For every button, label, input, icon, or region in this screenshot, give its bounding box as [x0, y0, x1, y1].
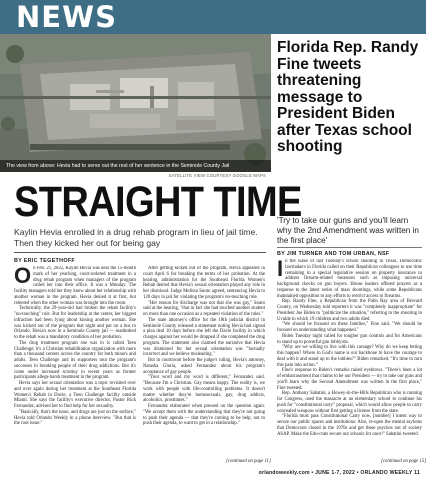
main-deck: Kaylin Hevia enrolled in a drug rehab program in lieu of jail time. Then they kicked her out for being gay: [14, 227, 258, 248]
sidebar-divider: [277, 247, 422, 248]
footer-text: orlandoweekly.com • JUNE 1-7, 2022 • ORLANDO WEEKLY 11: [258, 470, 420, 476]
page-footer: [0, 468, 426, 480]
main-paragraph: Technically, the 29-year-old had broken the rehab facility's "no-touching" rule. But for leadership at the center, her biggest infraction had been lying about kissing another woman. She was kicked out of the program that night and put on a bus to Orlando. Hevia's now in a Seminole County jail — readmitted to the rehab was a mandatory condition of her probation.: [14, 306, 136, 340]
main-divider: [14, 252, 266, 253]
photo-caption: The view from above: Hevia had to serve out the rest of her sentence in the Seminole County Jail: [0, 160, 271, 172]
main-paragraph: Fernandez elaborated when pressed on the question again. "We accept them with the understanding that they're not going to push their agenda — that they're coming to be help, not to push their agenda, to want to get in a relationship.": [143, 404, 265, 427]
sidebar-body: [277, 259, 422, 457]
sidebar-continued: [continued on page 15]: [381, 459, 426, 464]
main-continued: [continued on page 11]: [226, 459, 271, 464]
main-headline: STRAIGHT TIME: [14, 178, 302, 226]
main-paragraph: "Her reason for discharge was not that she was gay," Souto said at the hearing, "that in fact she had touched another student on more than one occasion as a repeated violation of the rules.": [143, 300, 265, 317]
sidebar-paragraph: "We should be focused on these families," Fine said. "We should be focused on understanding what happened.": [277, 322, 422, 333]
main-byline: BY ERIC TEGETHOFF: [14, 258, 76, 264]
sidebar-byline: BY JIM TURNER AND TOM URBAN, NSF: [277, 251, 390, 257]
main-paragraph: But in courtroom before the judge's ruling, Hevia's attorney, Natasha Gloria, asked Fernandez about his program's acceptance of gay people.: [143, 358, 265, 375]
sidebar-paragraph: Biden Tuesday night called for tougher gun controls and for Americans to stand up to powerful gun lobbyists.: [277, 333, 422, 345]
main-paragraph: After getting kicked out of the program, Hevia appeared in court April 6 for breaking the terms of her probation. At the hearing, administration for the Southeast Florida Women's Rehab denied that Hevia's sexual orientation played any role in her dismissal. Judge Melissa Souto agreed, sentencing Hevia to 120 days in jail for violating the program's no-touching rule.: [143, 266, 265, 300]
sidebar-paragraph: n the wake of last Tuesday's school shooting in Texas, Democratic lawmakers in Florida called on their Republican colleagues to use time remaining in a special legislative session on property insurance to address firearm-related measures such as imposing universal background checks on gun buyers. House leaders offered prayers as a response to the latest series of mass shootings, while some Republicans maintained opposition to any efforts to restrict access to firearms.: [277, 259, 422, 299]
sidebar-deck: 'Try to take our guns and you'll learn why the 2nd Amendment was written in the first place': [277, 216, 419, 245]
sidebar-paragraph: "Why are we willing to live with this carnage? Why do we keep letting this happen? Where in God's name is our backbone to have the courage to deal with it and stand up to the lobbies?" Biden remarked. "It's time to turn this pain into action.": [277, 345, 422, 368]
satellite-image: [0, 34, 271, 172]
main-body-column-2: [143, 266, 265, 452]
section-banner: [0, 0, 426, 34]
main-paragraph: The state attorney's office for the 18th judicial district in Seminole County released a statement noting Hevia had signed a plea deal 10 days before she left the Davie facility in which charges against her would be dropped if she completed the drug program. The statement also claimed the narrative that Hevia was dismissed for her sexual orientation was "factually incorrect and we believe misleading.": [143, 317, 265, 358]
sidebar-paragraph: "Florida must pass Constitutional Carry now, [number] I intent way to secure our public spaces and institutions: Also, re-open the mental asylums that Democrats closed in the 1970s and get these psychos out of society ASAP. Make the Edu-crats secure our schools for once!" Sabatini tweeted.: [277, 414, 422, 437]
satellite-photo: [0, 34, 271, 172]
sidebar-paragraph: Fine's response to Biden's remarks raised eyebrows. "There's been a lot of embarrassment that claims to be our President — try to take our guns and you'll learn why the Second Amendment was written in the first place," Fine tweeted.: [277, 368, 422, 391]
main-paragraph: Hevia says her sexual orientation was a topic revisited over and over again during her treatment at the Southeast Florida Women's Rehab in Davie, a Teen Challenge facility outside Miami. She says the facility's executive director, Pastor Rick Fernandez, advised her to find help for her sexuality.: [14, 381, 136, 409]
section-title: NEWS: [16, 0, 117, 34]
sidebar-paragraph: Rep. Randy Fine, a Republican from the Palm Bay area of Brevard County, on Wednesday told reporters it was "completely inappropriate" for President Joe Biden to "politicize the situation," referring to the shooting in Uvalde in which 19 children and two adults died.: [277, 299, 422, 322]
sidebar-headline: Florida Rep. Randy Fine tweets threatening message to President Biden after Texas school shooting: [277, 39, 419, 155]
photo-credit: SATELLITE VIEW COURTESY GOOGLE MAPS: [168, 173, 266, 178]
sidebar-dropcap: I: [277, 259, 284, 281]
sidebar-paragraph: Rep. Anthony Sabatini, a Howey-in-the-Hills Republican who is running for Congress, used the massacre at an elementary school to continue his push for "constitutional carry" proposal, which would allow people to carry concealed weapons without first getting a license from the state.: [277, 391, 422, 414]
main-paragraph: n Feb. 21, 2022, Kaylin Hevia was near the 15-month mark of her yearlong, court-ordered treatment in a drug rehab program when managers of the program called her into their office. It was a Monday. The facility managers told her they knew about her relationship with another woman in the program. Hevia denied it at first, but relented when the other woman was brought into the room.: [14, 266, 136, 306]
main-paragraph: The drug treatment program she was in is called Teen Challenge; it's a Christian rehabilitation organization with more than a thousand centers across the country for both minors and adults. Teen Challenge and its supporters tout the program's successes in breaking people of their drug addictions. But it's come under increased scrutiny in recent years as former participants allege harsh treatment in the program.: [14, 340, 136, 381]
main-body-column-1: [14, 266, 136, 460]
main-dropcap: O: [14, 266, 32, 288]
main-paragraph: "Your word and my word is different," Fernandez said. "Because I'm a Christian. Gay means happy. The reality is, we work with people with life-controlling problems. It doesn't matter whether they're homosexuals, gay, drug addicts, alcoholics, prostitutes.": [143, 375, 265, 404]
main-paragraph: "Basically, that's the issue, and drugs are just on the surface," Hevia told Orlando Weekly in a phone interview. "But that is the root issue.": [14, 409, 136, 427]
